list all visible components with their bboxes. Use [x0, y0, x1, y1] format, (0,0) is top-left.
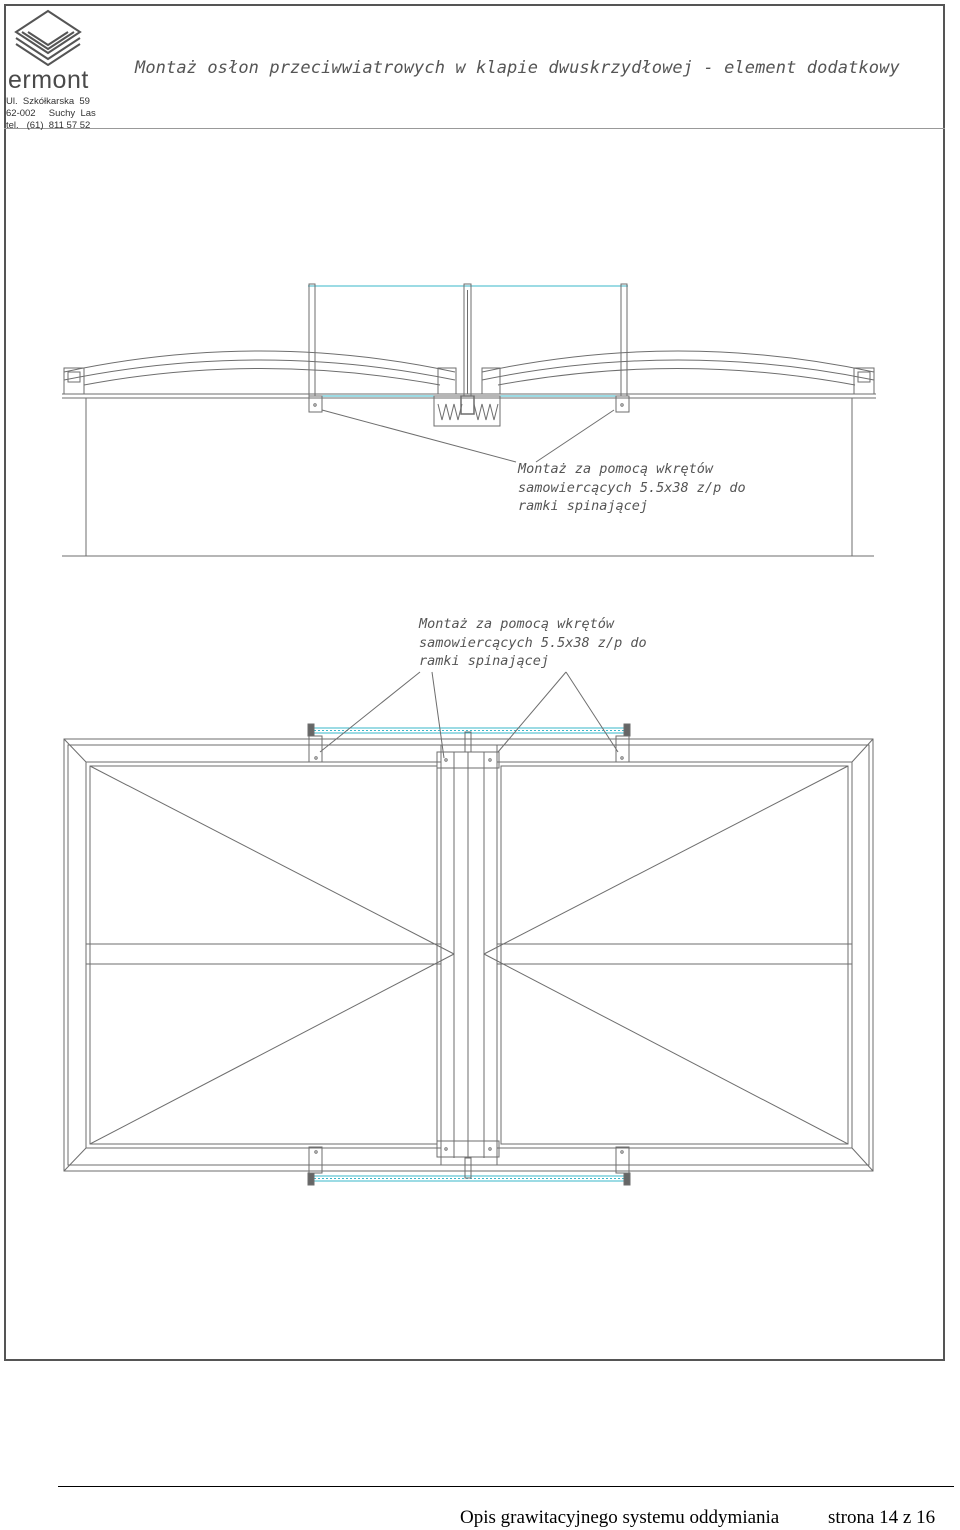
note-line: ramki spinającej	[518, 498, 649, 514]
plan-mounting-note	[419, 615, 647, 671]
leader-line	[566, 672, 618, 752]
company-name: ermont	[8, 66, 89, 94]
footer-divider	[58, 1486, 954, 1487]
section-view	[62, 284, 876, 556]
note-line: samowiercących 5.5x38 z/p do	[518, 479, 746, 496]
company-street: Ul. Szkółkarska 59	[6, 96, 90, 107]
leader-line	[536, 410, 614, 462]
note-line: Montaż za pomocą wkrętów	[518, 461, 714, 477]
plan-bracket	[616, 736, 629, 762]
company-phone: tel. (61) 811 57 52	[6, 120, 91, 131]
section-mounting-note	[518, 460, 746, 516]
leader-line	[320, 672, 420, 752]
drawing-title: Montaż osłon przeciwwiatrowych w klapie dwuskrzydłowej - element dodatkowy	[135, 58, 900, 78]
note-line: Montaż za pomocą wkrętów	[419, 616, 615, 632]
plan-bracket	[309, 736, 322, 762]
plan-view	[64, 672, 873, 1185]
note-line: samowiercących 5.5x38 z/p do	[419, 634, 647, 651]
leader-line	[498, 672, 566, 752]
company-city: 62-002 Suchy Las	[6, 108, 96, 119]
footer-document-title: Opis grawitacyjnego systemu oddymiania	[460, 1507, 780, 1528]
flap-leaf-left-plan	[86, 762, 441, 1148]
shield-post-right	[621, 284, 627, 396]
footer-page-number: strona 14 z 16	[828, 1507, 936, 1528]
flap-leaf-right-plan	[497, 762, 852, 1148]
note-line: ramki spinającej	[419, 653, 550, 669]
shield-post-left	[309, 284, 315, 396]
